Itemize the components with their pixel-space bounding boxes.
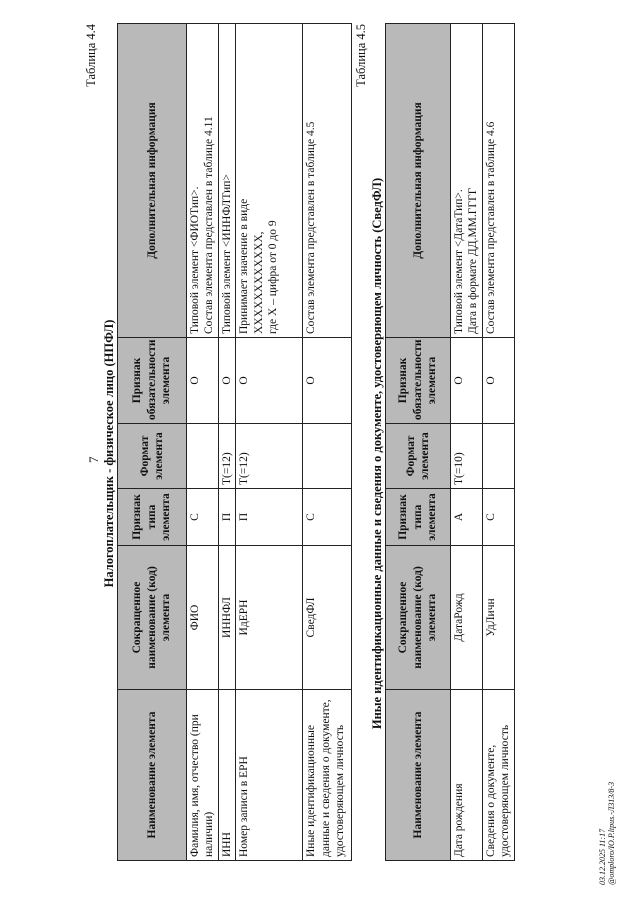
cell-format: T(=10) [451, 424, 483, 489]
info-line: Состав элемента представлен в таблице 4.5 [305, 121, 318, 334]
header-element-required: Признак обязательности элемента [386, 338, 451, 424]
cell-info [451, 24, 483, 338]
stamp-signature: @omploro/IO.P.ltpus.-ЛЗ13/8-3 [607, 781, 617, 885]
cell-format [187, 424, 219, 489]
info-line: Состав элемента представлен в таблице 4.6 [484, 121, 497, 334]
table-row [236, 24, 303, 861]
info-line: Типовой элемент <ФИОТип>. [189, 186, 201, 334]
cell-code: ИННФЛ [218, 546, 235, 690]
cell-name: ИНН [218, 690, 235, 861]
table-row [482, 24, 514, 861]
cell-info [482, 24, 514, 338]
cell-info [218, 24, 235, 338]
cell-format: T(=12) [218, 424, 235, 489]
header-additional-info: Дополнительная информация [118, 24, 187, 338]
header-element-required: Признак обязательности элемента [118, 338, 187, 424]
table-row [187, 24, 219, 861]
document-stamp [598, 685, 616, 885]
cell-format [482, 424, 514, 489]
header-element-name: Наименование элемента [386, 690, 451, 861]
cell-name: Дата рождения [451, 690, 483, 861]
info-line: где X – цифра от 0 до 9 [266, 220, 279, 334]
table-header-row [386, 24, 451, 861]
cell-format: T(=12) [236, 424, 303, 489]
cell-name: Фамилия, имя, отчество (при наличии) [187, 690, 219, 861]
info-line: Типовой элемент <ИННФЛТип> [220, 174, 233, 334]
header-element-format: Формат элемента [118, 424, 187, 489]
table-4-5-title: Иные идентификационные данные и сведения о документе, удостоверяющем личность (СведФЛ) [370, 177, 384, 730]
header-element-type: Признак типа элемента [118, 489, 187, 546]
cell-required: О [218, 338, 235, 424]
info-line: Принимает значение в виде [238, 198, 251, 334]
stamp-date: 03.12.2025 11:17 [598, 828, 607, 885]
cell-required: О [303, 338, 352, 424]
cell-required: О [236, 338, 303, 424]
cell-name: Сведения о документе, удостоверяющем личность [482, 690, 514, 861]
page-number: 7 [86, 456, 101, 463]
header-additional-info: Дополнительная информация [386, 24, 451, 338]
header-element-format: Формат элемента [386, 424, 451, 489]
cell-info [303, 24, 352, 338]
table-row [451, 24, 483, 861]
cell-code: УдЛичн [482, 546, 514, 690]
cell-info [236, 24, 303, 338]
cell-code: ДатаРожд [451, 546, 483, 690]
cell-type: П [236, 489, 303, 546]
header-element-type: Признак типа элемента [386, 489, 451, 546]
cell-type: С [482, 489, 514, 546]
cell-required: О [482, 338, 514, 424]
header-element-name: Наименование элемента [118, 690, 187, 861]
table-4-5 [385, 23, 515, 861]
table-4-4 [117, 23, 352, 861]
cell-code: ИдЕРН [236, 546, 303, 690]
header-element-code: Сокращенное наименование (код) элемента [118, 546, 187, 690]
cell-type: С [187, 489, 219, 546]
info-line: Типовой элемент <ДатаТип>. [453, 189, 465, 334]
cell-type: А [451, 489, 483, 546]
table-4-4-title: Налогоплательщик - физическое лицо (НПФЛ) [102, 319, 116, 588]
header-element-code: Сокращенное наименование (код) элемента [386, 546, 451, 690]
cell-required: О [451, 338, 483, 424]
table-row [303, 24, 352, 861]
cell-type: П [218, 489, 235, 546]
table-row [218, 24, 235, 861]
cell-name: Иные идентификационные данные и сведения о документе, удостоверяющем личность [303, 690, 352, 861]
info-line: Дата в формате ДД.ММ.ГГГГ [467, 187, 480, 334]
info-line: Состав элемента представлен в таблице 4.11 [203, 116, 216, 334]
cell-required: О [187, 338, 219, 424]
table-4-4-caption: Таблица 4.4 [84, 24, 98, 87]
table-4-5-caption: Таблица 4.5 [354, 24, 368, 87]
cell-name: Номер записи в ЕРН [236, 690, 303, 861]
table-header-row [118, 24, 187, 861]
cell-format [303, 424, 352, 489]
info-line: XXXXXXXXXXXX, [252, 231, 265, 334]
cell-type: С [303, 489, 352, 546]
cell-info [187, 24, 219, 338]
cell-code: ФИО [187, 546, 219, 690]
cell-code: СведФЛ [303, 546, 352, 690]
